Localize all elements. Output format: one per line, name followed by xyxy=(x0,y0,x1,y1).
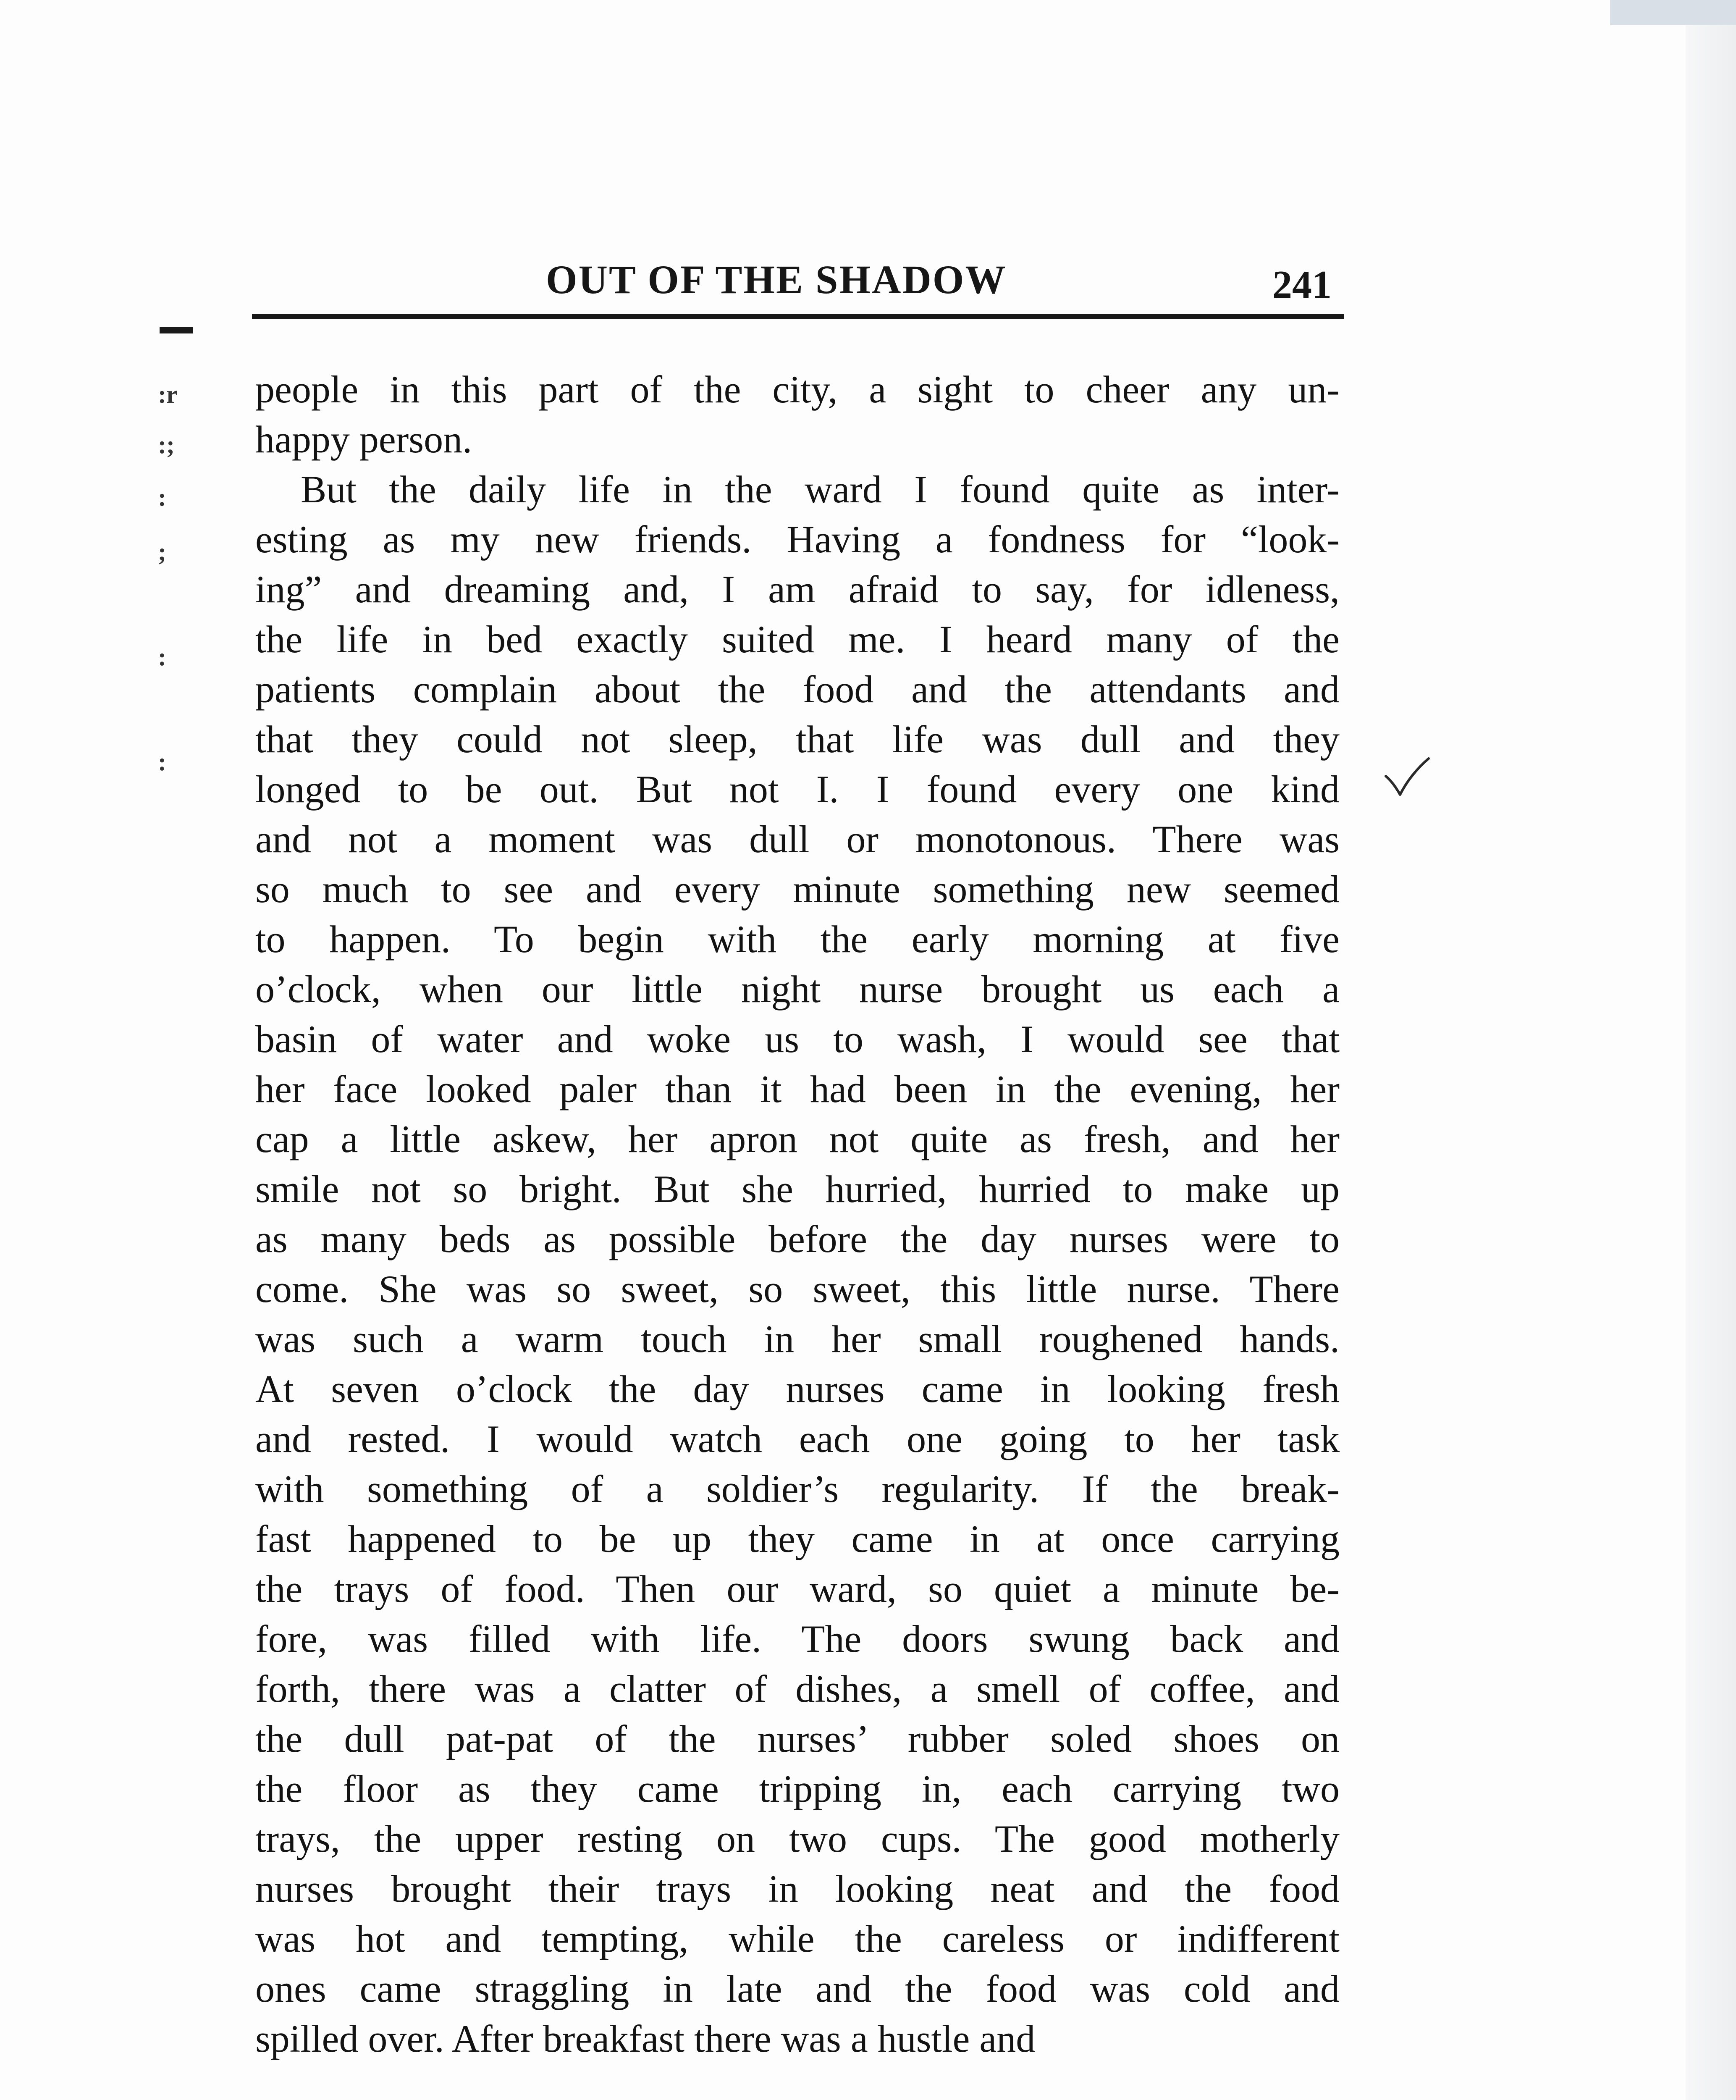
margin-mark: ; xyxy=(158,538,166,566)
text-line: nurses brought their trays in looking neat and the food xyxy=(255,1867,1340,1910)
text-line: fore, was filled with life. The doors swung back and xyxy=(255,1617,1340,1660)
header-rule xyxy=(252,314,1344,319)
text-line: and not a moment was dull or monotonous. There was xyxy=(255,818,1340,861)
text-line: and rested. I would watch each one going to her task xyxy=(255,1418,1340,1460)
margin-mark: :; xyxy=(158,431,175,459)
body-text xyxy=(255,365,1340,2064)
text-line: longed to be out. But not I. I found every one kind xyxy=(255,768,1340,811)
text-line: basin of water and woke us to wash, I would see that xyxy=(255,1018,1340,1060)
text-line: was hot and tempting, while the careless or indifferent xyxy=(255,1917,1340,1960)
text-line: the trays of food. Then our ward, so quiet a minute be- xyxy=(255,1567,1340,1610)
text-line: o’clock, when our little night nurse brought us each a xyxy=(255,968,1340,1011)
text-line: fast happened to be up they came in at once carrying xyxy=(255,1517,1340,1560)
text-line: But the daily life in the ward I found quite as inter- xyxy=(301,468,1340,511)
margin-mark: : xyxy=(158,483,166,511)
text-line: the dull pat-pat of the nurses’ rubber soled shoes on xyxy=(255,1717,1340,1760)
page-header xyxy=(252,256,1344,319)
text-line: so much to see and every minute something new seemed xyxy=(255,868,1340,911)
handwritten-checkmark-icon xyxy=(1382,756,1432,802)
text-line: cap a little askew, her apron not quite as fresh, and her xyxy=(255,1118,1340,1160)
scan-edge-tab xyxy=(1610,0,1736,25)
margin-mark: : xyxy=(158,748,166,776)
text-line: come. She was so sweet, so sweet, this little nurse. There xyxy=(255,1268,1340,1310)
text-line: as many beds as possible before the day nurses were to xyxy=(255,1218,1340,1260)
text-line: the life in bed exactly suited me. I heard many of the xyxy=(255,618,1340,661)
page-number: 241 xyxy=(1272,263,1332,307)
margin-bleed-marks xyxy=(158,0,196,840)
text-line: esting as my new friends. Having a fondness for “look- xyxy=(255,518,1340,561)
text-line: ing” and dreaming and, I am afraid to say, for idleness, xyxy=(255,568,1340,611)
text-line: trays, the upper resting on two cups. The good motherly xyxy=(255,1817,1340,1860)
text-line: forth, there was a clatter of dishes, a smell of coffee, and xyxy=(255,1667,1340,1710)
margin-mark: : xyxy=(158,643,166,671)
text-line: with something of a soldier’s regularity. If the break- xyxy=(255,1467,1340,1510)
text-line: was such a warm touch in her small roughened hands. xyxy=(255,1318,1340,1360)
text-line: At seven o’clock the day nurses came in looking fresh xyxy=(255,1368,1340,1410)
text-line: ones came straggling in late and the food was cold and xyxy=(255,1967,1340,2010)
text-line: the floor as they came tripping in, each carrying two xyxy=(255,1767,1340,1810)
text-line: that they could not sleep, that life was dull and they xyxy=(255,718,1340,761)
margin-mark: :r xyxy=(158,381,178,408)
text-line: spilled over. After breakfast there was a hustle and xyxy=(255,2017,1036,2060)
running-title: OUT OF THE SHADOW xyxy=(546,257,1007,302)
text-line: smile not so bright. But she hurried, hurried to make up xyxy=(255,1168,1340,1210)
text-line: happy person. xyxy=(255,418,472,461)
text-line: people in this part of the city, a sight to cheer any un- xyxy=(255,368,1340,411)
text-line: to happen. To begin with the early morning at five xyxy=(255,918,1340,961)
page-edge-shadow xyxy=(1686,0,1736,2100)
text-line: patients complain about the food and the attendants and xyxy=(255,668,1340,711)
text-line: her face looked paler than it had been in the evening, her xyxy=(255,1068,1340,1110)
